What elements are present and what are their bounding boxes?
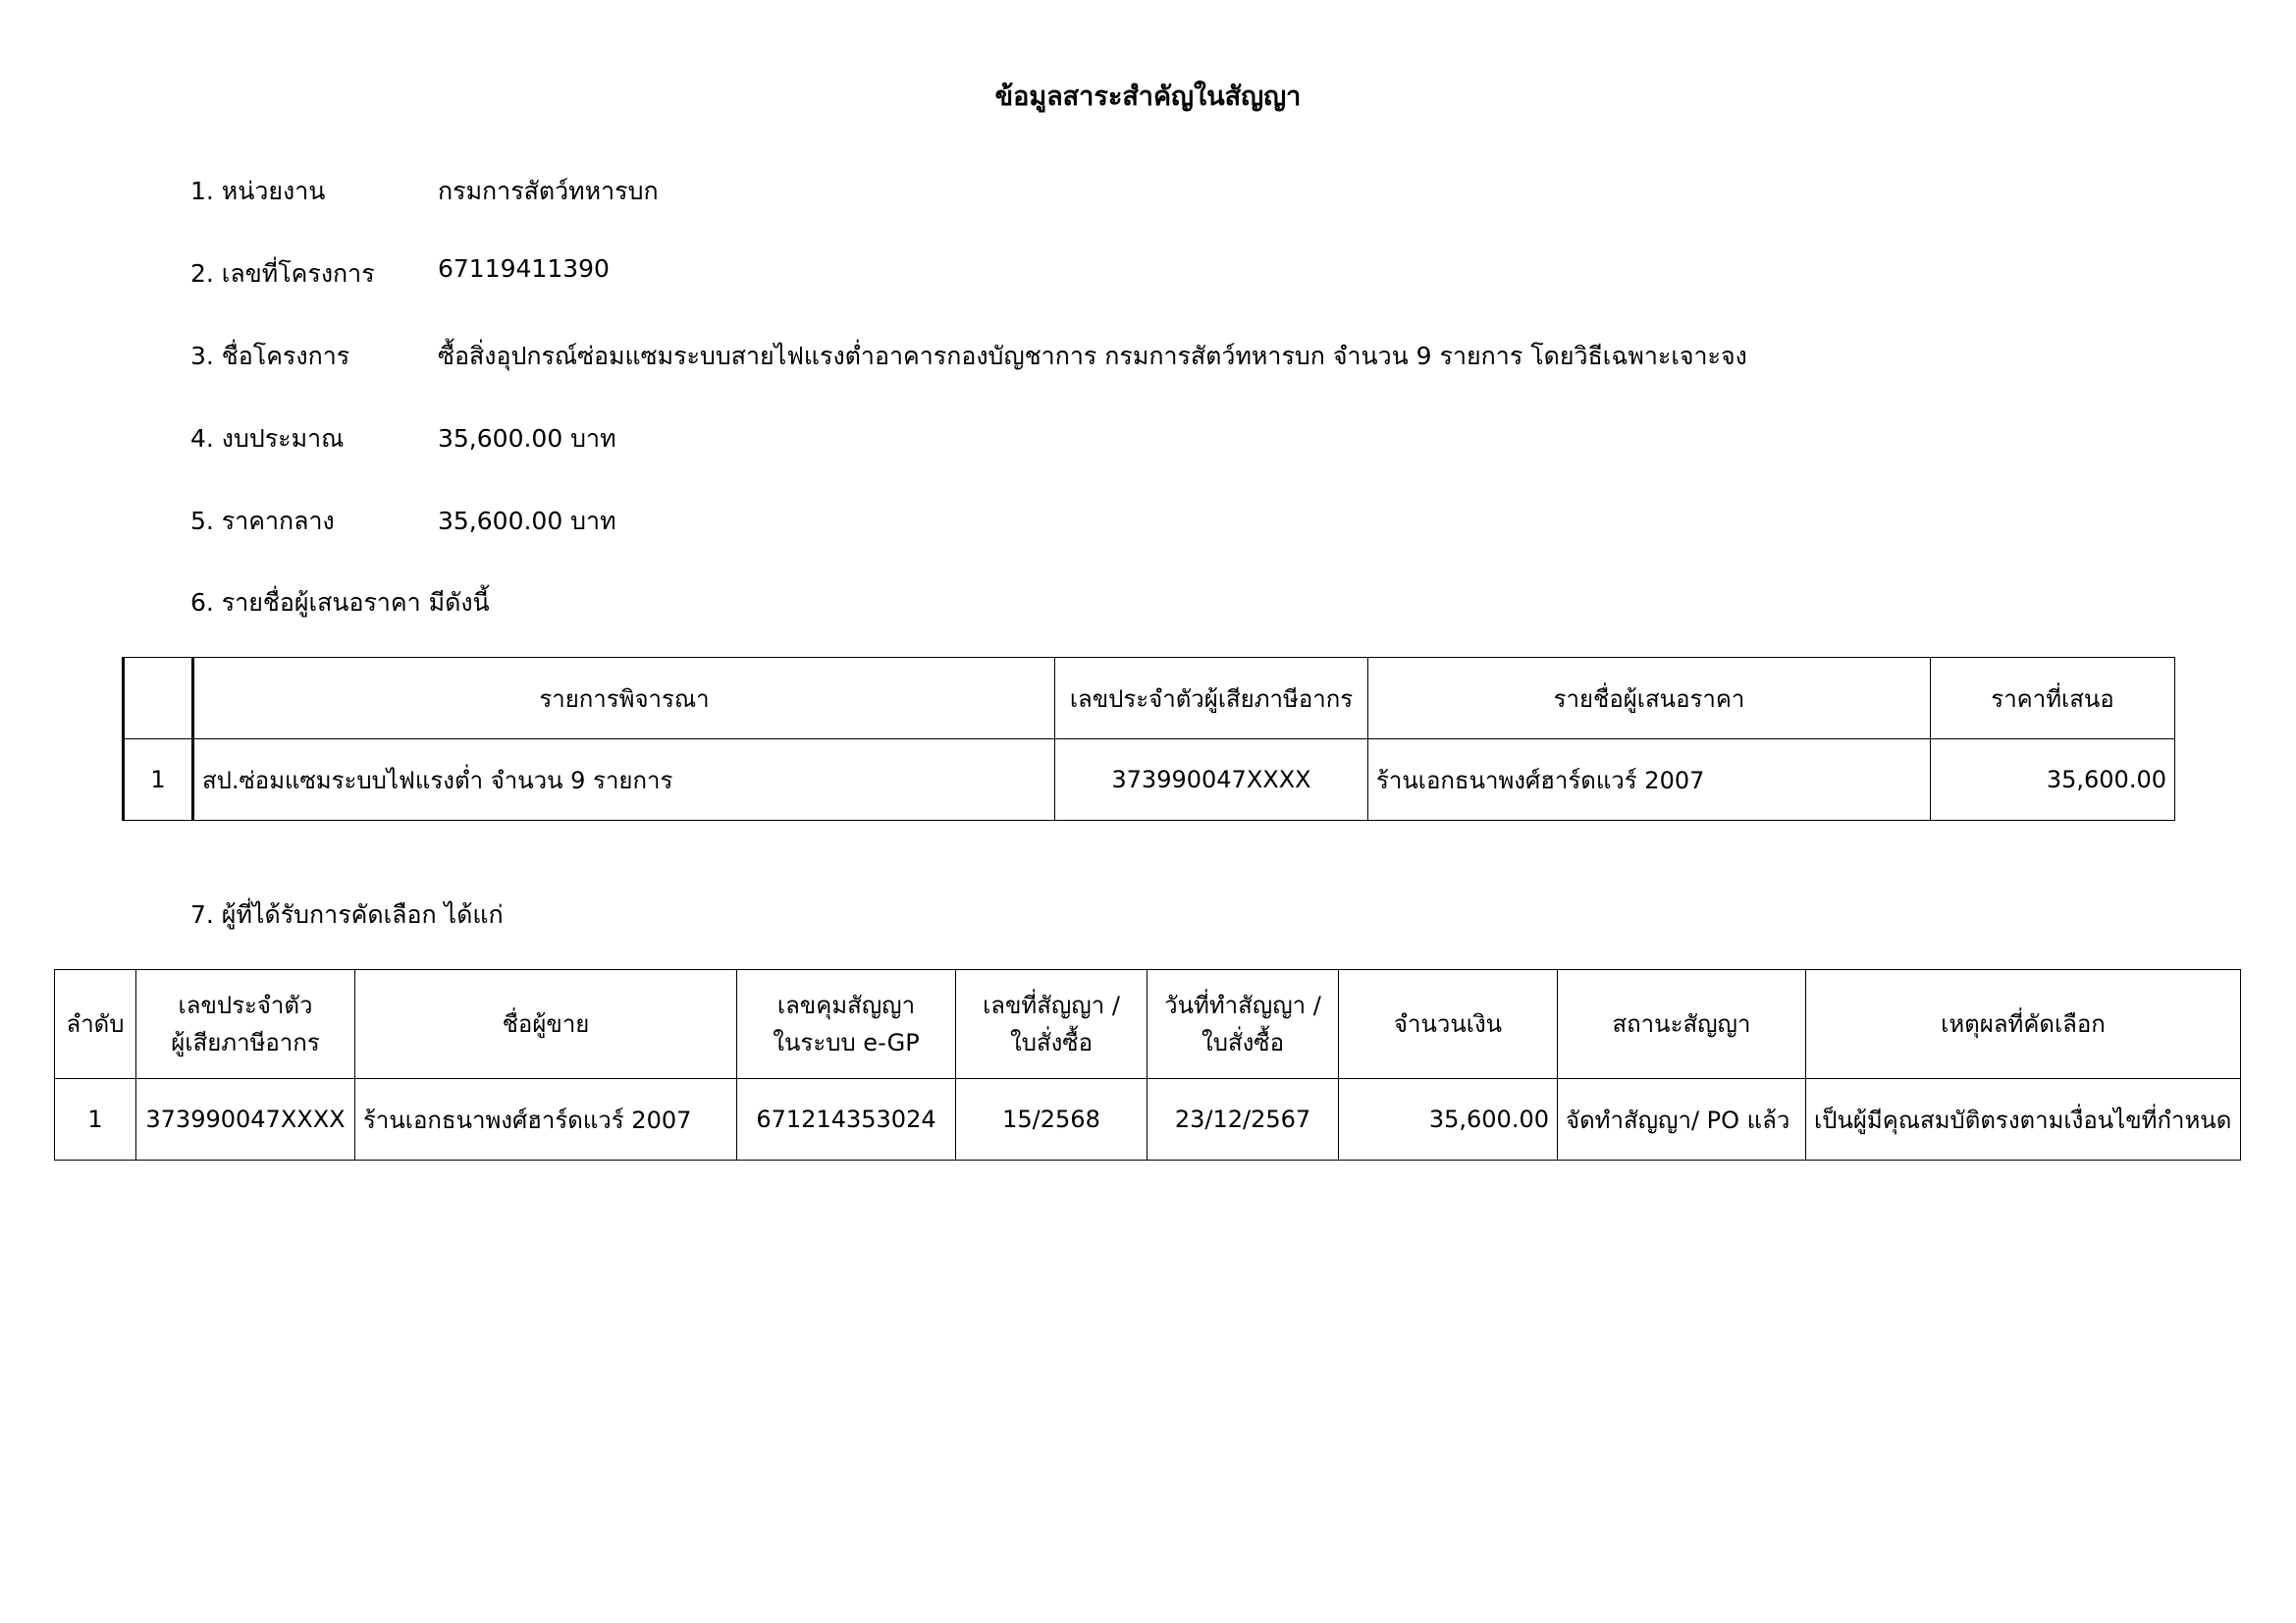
winners-cell-egp-control-number: 671214353024 bbox=[737, 1079, 956, 1161]
field-label-project-name: 3. ชื่อโครงการ bbox=[190, 342, 350, 370]
winners-header-seller-name: ชื่อผู้ขาย bbox=[355, 970, 737, 1079]
winners-cell-tax-id: 373990047XXXX bbox=[136, 1079, 355, 1161]
field-label-project-number: 2. เลขที่โครงการ bbox=[190, 259, 375, 288]
winners-header-row bbox=[55, 970, 2241, 1079]
bidders-cell-tax-id: 373990047XXXX bbox=[1055, 739, 1368, 821]
field-value-agency: กรมการสัตว์ทหารบก bbox=[438, 177, 659, 205]
winners-header-contract-date: วันที่ทำสัญญา / ใบสั่งซื้อ bbox=[1148, 970, 1339, 1079]
winners-header-tax-id: เลขประจำตัว ผู้เสียภาษีอากร bbox=[136, 970, 355, 1079]
winners-header-contract-number: เลขที่สัญญา / ใบสั่งซื้อ bbox=[956, 970, 1148, 1079]
winners-cell-seq: 1 bbox=[55, 1079, 136, 1161]
winners-header-contract-status: สถานะสัญญา bbox=[1558, 970, 1806, 1079]
table-row bbox=[124, 739, 2175, 821]
document-title: ข้อมูลสาระสำคัญในสัญญา bbox=[994, 81, 1302, 112]
winners-cell-contract-date: 23/12/2567 bbox=[1148, 1079, 1339, 1161]
winners-header-amount: จำนวนเงิน bbox=[1339, 970, 1558, 1079]
winners-cell-amount: 35,600.00 bbox=[1339, 1079, 1558, 1161]
bidders-cell-index: 1 bbox=[124, 739, 193, 821]
winners-header-egp-control-number: เลขคุมสัญญา ในระบบ e-GP bbox=[737, 970, 956, 1079]
field-value-budget: 35,600.00 บาท bbox=[438, 424, 616, 453]
field-label-agency: 1. หน่วยงาน bbox=[190, 177, 326, 205]
winners-header-seq: ลำดับ bbox=[55, 970, 136, 1079]
bidders-header-index bbox=[124, 658, 193, 739]
bidders-table bbox=[122, 657, 2175, 821]
winners-table bbox=[54, 969, 2241, 1161]
field-label-budget: 4. งบประมาณ bbox=[190, 424, 345, 453]
winners-cell-selection-reason: เป็นผู้มีคุณสมบัติตรงตามเงื่อนไขที่กำหนด bbox=[1806, 1079, 2241, 1161]
bidders-cell-item: สป.ซ่อมแซมระบบไฟแรงต่ำ จำนวน 9 รายการ bbox=[193, 739, 1055, 821]
field-label-median-price: 5. ราคากลาง bbox=[190, 507, 335, 535]
winners-cell-contract-number: 15/2568 bbox=[956, 1079, 1148, 1161]
field-value-project-number: 67119411390 bbox=[438, 254, 610, 283]
winners-cell-contract-status: จัดทำสัญญา/ PO แล้ว bbox=[1558, 1079, 1806, 1161]
section7-heading: 7. ผู้ที่ได้รับการคัดเลือก ได้แก่ bbox=[190, 900, 504, 929]
bidders-header-row bbox=[124, 658, 2175, 739]
field-value-median-price: 35,600.00 บาท bbox=[438, 507, 616, 535]
field-value-project-name: ซื้อสิ่งอุปกรณ์ซ่อมแซมระบบสายไฟแรงต่ำอาคารกองบัญชาการ กรมการสัตว์ทหารบก จำนวน 9 รายการ โดยวิธีเฉพาะเจาะจง bbox=[438, 342, 1747, 370]
winners-cell-seller-name: ร้านเอกธนาพงศ์ฮาร์ดแวร์ 2007 bbox=[355, 1079, 737, 1161]
winners-header-selection-reason: เหตุผลที่คัดเลือก bbox=[1806, 970, 2241, 1079]
bidders-header-item: รายการพิจารณา bbox=[193, 658, 1055, 739]
bidders-header-offer-price: ราคาที่เสนอ bbox=[1931, 658, 2175, 739]
bidders-header-tax-id: เลขประจำตัวผู้เสียภาษีอากร bbox=[1055, 658, 1368, 739]
table-row bbox=[55, 1079, 2241, 1161]
bidders-cell-offer-price: 35,600.00 bbox=[1931, 739, 2175, 821]
section6-heading: 6. รายชื่อผู้เสนอราคา มีดังนี้ bbox=[190, 588, 490, 617]
bidders-header-bidder-name: รายชื่อผู้เสนอราคา bbox=[1368, 658, 1931, 739]
bidders-cell-bidder-name: ร้านเอกธนาพงศ์ฮาร์ดแวร์ 2007 bbox=[1368, 739, 1931, 821]
